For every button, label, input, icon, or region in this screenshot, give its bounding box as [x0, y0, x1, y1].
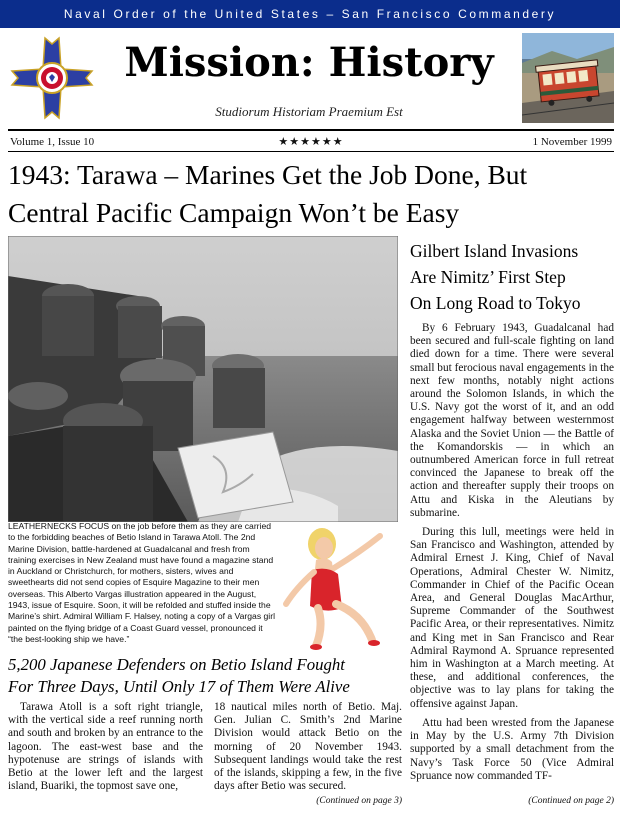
issue-date: 1 November 1999: [532, 136, 612, 148]
main-headline-line2: Central Pacific Campaign Won’t be Easy: [8, 197, 460, 228]
issue-info-bar: [8, 134, 614, 150]
article-column-2: [214, 701, 402, 793]
organization-banner: Naval Order of the United States – San Francisco Commandery: [0, 0, 620, 28]
sidebar-headline: [410, 238, 616, 316]
vargas-illustration: [276, 522, 400, 650]
sidebar-paragraph-2: During this lull, meetings were held in San Francisco and Washington, attended by Admiral Ernest J. King, Chief of Naval Operations, Admiral Chester W. Nimitz, Commander in Chief of the Pacific Ocean Area, and General Douglas MacArthur, Supreme Commander of the Southwest Pacific Area, or their representatives. Nimitz and King met in San Francisco and Rear Admiral Raymond A. Spruance represented him in Washington at a March meeting. At these, and additional conferences, the objective was to lay plans for taking the offensive against Japan.: [410, 526, 614, 710]
sidebar-paragraph-3: Attu had been wrested from the Japanese in May by the U.S. Army 7th Division supported by a small detachment from the Navy’s Task Force 50 (Vice Admiral Spruance now commanded TF-: [410, 716, 614, 782]
continued-page-2-link[interactable]: (Continued on page 2): [528, 796, 614, 806]
secondary-headline: [8, 654, 398, 698]
secondary-headline-line1: 5,200 Japanese Defenders on Betio Island Fought: [8, 655, 345, 674]
sidebar-headline-line2: Are Nimitz’ First Step: [410, 267, 566, 287]
marines-landing-craft-photo: [8, 236, 398, 522]
sidebar-headline-line3: On Long Road to Tokyo: [410, 293, 581, 313]
article-column-1: [8, 701, 203, 793]
naval-order-cross-logo: [8, 33, 96, 123]
issue-volume: Volume 1, Issue 10: [10, 136, 95, 148]
cable-car-photo: [522, 33, 614, 123]
continued-page-3-link[interactable]: (Continued on page 3): [316, 796, 402, 806]
issue-rule: [8, 151, 614, 152]
main-headline: [8, 156, 614, 232]
sidebar-article: [410, 322, 614, 789]
masthead-rule: [8, 129, 614, 131]
article-paragraph: 18 nautical miles north of Betio. Maj. Gen. Julian C. Smith’s 2nd Marine Division would attack Betio on the morning of 20 November 1943. Subsequent landings would take the rest of the islands, skipping a few, in the five days after Betio was secured.: [214, 701, 402, 793]
main-headline-line1: 1943: Tarawa – Marines Get the Job Done, But: [8, 159, 528, 190]
newsletter-motto: Studiorum Historiam Praemium Est: [215, 104, 403, 119]
sidebar-paragraph-1: By 6 February 1943, Guadalcanal had been secured and full-scale fighting on land died down for a time. There were several small but ferocious naval engagements in the next few months, notably night actions around the Solomon Islands, in which the U.S. Navy got the worst of it, and an odd engagement halfway between westernmost Alaska and the Soviet Union — the Battle of the Komandorskis — in which an outnumbered American force in full retreat convinced the Japanese to break off the action and thereafter supply their troops on Attu and Kiska in the Aleutians by submarine.: [410, 322, 614, 519]
secondary-headline-line2: For Three Days, Until Only 17 of Them Were Alive: [8, 677, 350, 696]
issue-stars: ★★★★★★: [278, 136, 344, 148]
article-paragraph: Tarawa Atoll is a soft right triangle, with the vertical side a reef running north and south and broken by an entrance to the lagoon. The east-west base and the hypotenuse are strings of islands with Betio at the lower left and the largest island, Buariki, the topmost save one,: [8, 701, 203, 793]
newsletter-title: Mission: History: [124, 39, 494, 86]
sidebar-headline-line1: Gilbert Island Invasions: [410, 241, 579, 261]
photo-caption: LEATHERNECKS FOCUS on the job before them as they are carried to the forbidding beaches of Betio Island in Tarawa Atoll. The 2nd Marine Division, battle-hardened at Guadalcanal and fresh from training exercises in New Zealand must have found a magazine stand in Auckland or Christchurch, for mothers, sisters, wives and sweethearts did not send copies of Esquire Magazine to their men overseas. This Alberto Vargas illustration appeared in the August, 1943, issue of Esquire. Soon, it will be refolded and stuffed inside the Marine’s shirt. Admiral William F. Halsey, noting a copy of a Vargas girl painted on the flying bridge of a Coast Guard vessel, pronounced it “the best-looking ship we have.”: [8, 521, 275, 644]
